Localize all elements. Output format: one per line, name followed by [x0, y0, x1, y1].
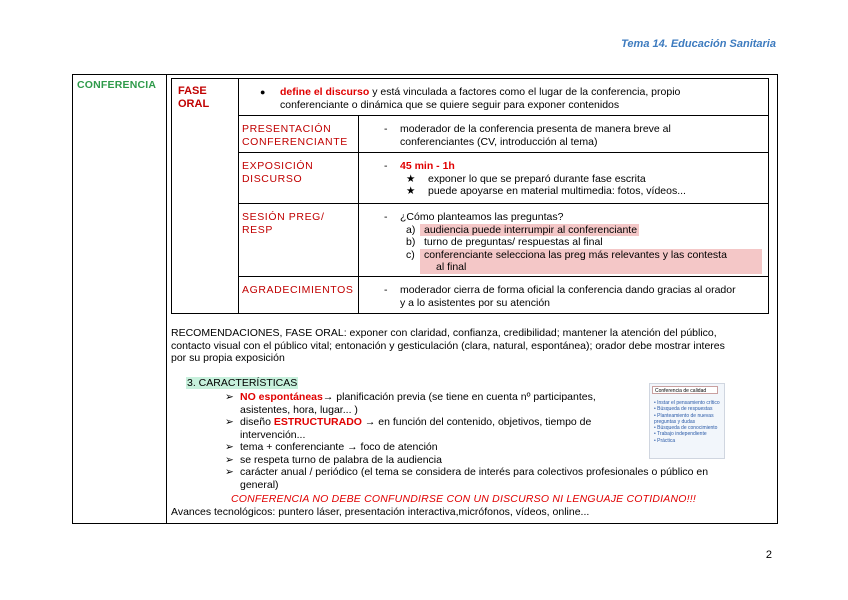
row-agradecimientos-line2: y a lo asistentes por su atención — [400, 296, 551, 309]
arrow-bullet-icon: ➢ — [225, 453, 234, 466]
caracteristica-highlight: NO espontáneas — [240, 391, 323, 403]
avances-text: Avances tecnológicos: puntero láser, presentación interactiva,micrófonos, vídeos, online... — [171, 506, 590, 518]
caracteristica-item — [225, 466, 780, 491]
sesion-option-c — [400, 249, 768, 274]
caracteristica-item — [225, 416, 645, 441]
caracteristica-text: tema + conferenciante → foco de atención — [240, 441, 438, 453]
row-presentacion-label — [242, 123, 348, 148]
fase-intro — [260, 86, 760, 111]
fase-label — [178, 85, 209, 111]
thumbnail-line: • Búsqueda de conocimiento — [654, 425, 718, 432]
row-agradecimientos-text — [384, 284, 764, 309]
sesion-option-b — [400, 236, 768, 249]
caracteristica-item — [225, 391, 645, 416]
col-divider-3 — [358, 276, 359, 313]
recommendations — [171, 327, 771, 365]
row-exposicion-label — [242, 160, 313, 185]
option-marker: a) — [406, 223, 416, 236]
thumbnail-line: • Práctica — [654, 437, 676, 444]
arrow-bullet-icon: ➢ — [225, 416, 234, 428]
dash-icon: - — [384, 284, 388, 296]
page-number: 2 — [765, 549, 772, 561]
caracteristica-prefix: diseño — [240, 416, 274, 428]
fase-intro-rest: y está vinculada a factores como el lugar de la conferencia, propio — [369, 86, 681, 98]
caracteristicas-title: 3. CARACTERÍSTICAS — [187, 377, 298, 389]
thumbnail-line: preguntas y dudas — [654, 418, 696, 425]
warning-text: CONFERENCIA NO DEBE CONFUNDIRSE CON UN DISCURSO NI LENGUAJE COTIDIANO!!! — [231, 493, 696, 505]
fase-intro-line2: conferenciante o dinámica que se quiere seguir para exponer contenidos — [280, 98, 620, 111]
arrow-bullet-icon: ➢ — [225, 441, 234, 453]
recommendations-line1: RECOMENDACIONES, FASE ORAL: exponer con claridad, confianza, credibilidad; mantener la atención del público, — [171, 327, 717, 339]
dash-icon: - — [384, 160, 388, 172]
caracteristica-text-line2: general) — [240, 478, 279, 491]
dash-icon: - — [384, 123, 388, 135]
section-label: CONFERENCIA — [77, 79, 157, 91]
conferencia-calidad-image — [649, 383, 725, 459]
row-sesion-label-line2: RESP — [242, 223, 273, 236]
section-content — [167, 75, 777, 523]
main-table — [72, 74, 778, 524]
thumbnail-line: • Trabajo independiente — [654, 431, 707, 438]
fase-label-line1: FASE — [178, 85, 207, 97]
exposicion-time: 45 min - 1h — [400, 160, 455, 172]
row-presentacion-text — [384, 123, 764, 148]
sesion-option-a-text: audiencia puede interrumpir al conferenciante — [420, 224, 639, 237]
sesion-option-c-text: conferenciante selecciona las preg más relevantes y las contesta — [424, 248, 727, 261]
caracteristica-text-line2: asistentes, hora, lugar... ) — [240, 403, 358, 416]
thumbnail-lines — [654, 400, 724, 444]
star-icon: ★ — [406, 172, 416, 185]
fase-intro-highlight: define el discurso — [280, 86, 370, 98]
exposicion-item-2 — [400, 185, 764, 198]
dash-icon: - — [384, 211, 388, 223]
row-agradecimientos-line1: moderador cierra de forma oficial la conferencia dando gracias al orador — [400, 284, 736, 296]
row-divider-4 — [238, 276, 768, 277]
exposicion-item-1-text: exponer lo que se preparó durante fase escrita — [428, 172, 646, 185]
option-marker: b) — [406, 236, 416, 248]
row-divider-3 — [238, 203, 768, 204]
sesion-option-c-text2: al final — [436, 261, 467, 273]
thumbnail-line: • Planteamiento de nuevas — [654, 412, 714, 419]
arrow-bullet-icon: ➢ — [225, 391, 234, 403]
caracteristica-item — [225, 454, 645, 467]
recommendations-line2: contacto visual con el público vital; entonación y gesticulación (clara, natural, espontánea); orador debe mostrar interes — [171, 339, 725, 352]
row-divider-2 — [238, 152, 768, 153]
row-exposicion-label-line1: EXPOSICIÓN — [242, 160, 314, 172]
caracteristica-text: se respeta turno de palabra de la audiencia — [240, 453, 442, 466]
phase-table — [171, 78, 769, 314]
caracteristica-highlight: ESTRUCTURADO — [273, 416, 362, 428]
sesion-option-b-text: turno de preguntas/ respuestas al final — [424, 236, 603, 248]
row-exposicion-text — [384, 160, 764, 198]
exposicion-item-1 — [400, 173, 764, 186]
col-divider-2 — [358, 115, 359, 276]
caracteristica-text: carácter anual / periódico (el tema se considera de interés para colectivos profesionales o público en — [240, 466, 709, 478]
header-title: Tema 14. Educación Sanitaria — [621, 38, 776, 50]
row-agradecimientos-label-line1: AGRADECIMIENTOS — [242, 284, 354, 296]
section-column — [73, 75, 167, 523]
row-sesion-text — [384, 211, 768, 274]
caracteristica-item — [225, 441, 645, 454]
exposicion-item-2-text: puede apoyarse en material multimedia: fotos, vídeos... — [428, 185, 686, 197]
fase-label-line2: ORAL — [178, 98, 210, 110]
row-agradecimientos-label — [242, 284, 354, 297]
arrow-bullet-icon: ➢ — [225, 466, 234, 478]
row-presentacion-line1: moderador de la conferencia presenta de manera breve al — [400, 123, 671, 135]
caracteristica-text: → planificación previa (se tiene en cuenta nº participantes, — [322, 391, 596, 403]
row-presentacion-line2: conferenciantes (CV, introducción al tema) — [400, 135, 598, 148]
bullet-icon: ● — [260, 87, 266, 97]
caracteristica-text-line2: intervención... — [240, 428, 306, 441]
sesion-question: ¿Cómo planteamos las preguntas? — [400, 211, 564, 223]
thumbnail-line: • Búsqueda de respuestas — [654, 406, 713, 413]
star-icon: ★ — [406, 185, 416, 197]
row-divider-1 — [238, 115, 768, 116]
thumbnail-line: • Instar el pensamiento crítico — [654, 400, 720, 406]
sesion-option-c-block — [420, 249, 762, 274]
row-presentacion-label-line2: CONFERENCIANTE — [242, 135, 348, 148]
row-sesion-label — [242, 211, 324, 236]
row-presentacion-label-line1: PRESENTACIÓN — [242, 123, 332, 135]
row-exposicion-label-line2: DISCURSO — [242, 172, 303, 185]
recommendations-line3: por su propia exposición — [171, 352, 285, 364]
row-sesion-label-line1: SESIÓN PREG/ — [242, 211, 325, 223]
option-marker: c) — [406, 248, 415, 261]
thumbnail-title: Conferencia de calidad — [652, 386, 718, 394]
caracteristica-text: → en función del contenido, objetivos, tiempo de — [361, 416, 592, 428]
sesion-option-a — [400, 224, 768, 237]
